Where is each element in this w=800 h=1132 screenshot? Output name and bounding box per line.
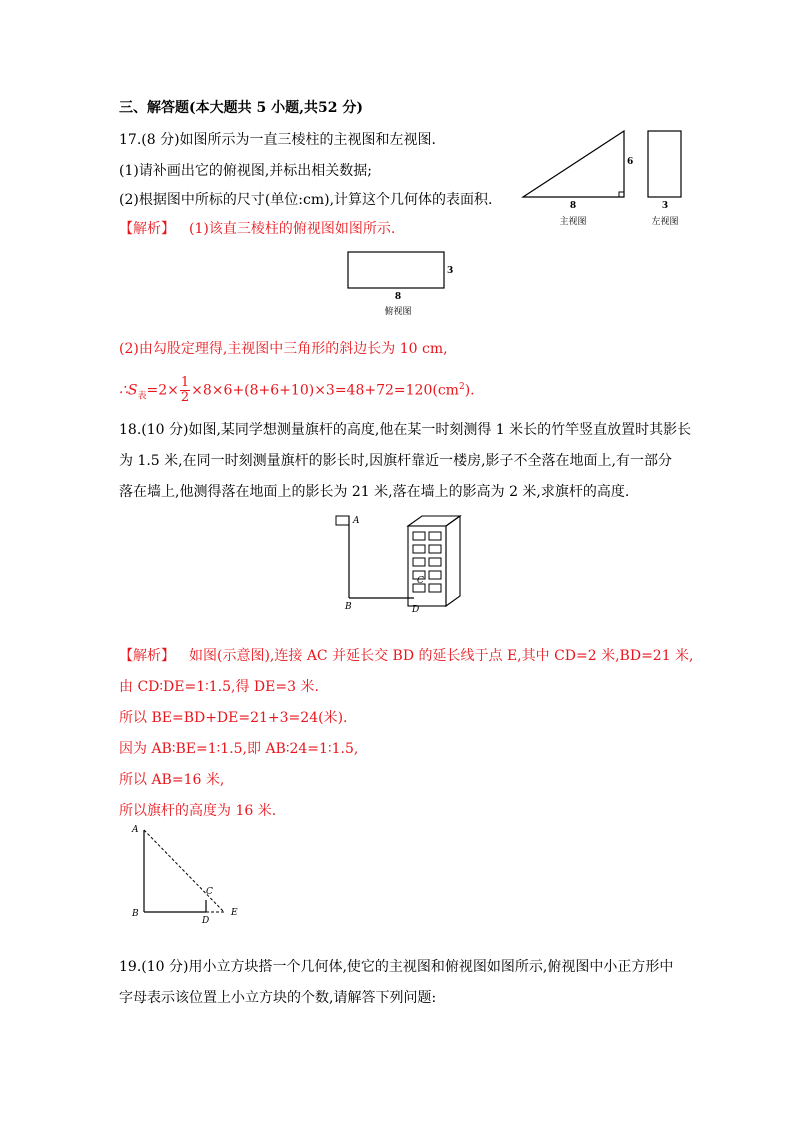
fraction-half — [180, 376, 190, 405]
side-view-caption: 左视图 — [651, 217, 679, 227]
diagram-label-e: E — [231, 908, 238, 918]
formula-prefix: ∴S — [119, 382, 138, 399]
q17-part2: (2)根据图中所标的尺寸(单位:cm),计算这个几何体的表面积. — [119, 192, 493, 208]
q18-answer1 — [119, 646, 694, 666]
q18-answer-tag: 【解析】 — [119, 648, 175, 664]
q18-flagpole-figure — [328, 508, 478, 618]
diagram-label-b: B — [132, 909, 139, 919]
q18-solution-diagram — [128, 820, 253, 925]
q19-line1: 19.(10 分)用小立方块搭一个几何体,使它的主视图和俯视图如图所示,俯视图中小正方形中 — [119, 959, 674, 975]
front-view-height: 6 — [627, 157, 634, 167]
side-view-width: 3 — [661, 201, 669, 211]
section-title: 三、解答题(本大题共 5 小题,共52 分) — [119, 100, 363, 116]
diagram-label-c: C — [206, 887, 213, 897]
label-d: D — [412, 605, 420, 615]
fraction-numerator: 1 — [180, 375, 190, 391]
q17-answer2: (2)由勾股定理得,主视图中三角形的斜边长为 10 cm, — [119, 341, 448, 357]
label-b: B — [345, 602, 352, 612]
q18-answer2: 由 CD∶DE=1∶1.5,得 DE=3 米. — [119, 679, 319, 695]
formula-subscript: 表 — [137, 391, 147, 402]
front-view-triangle — [523, 131, 624, 197]
segment-ae-dashed — [144, 830, 224, 912]
label-a: A — [353, 516, 360, 526]
q17-answer-tag: 【解析】 — [119, 221, 175, 237]
q17-part1: (1)请补画出它的俯视图,并标出相关数据; — [119, 163, 372, 179]
diagram-label-a: A — [132, 825, 139, 835]
q18-line1: 18.(10 分)如图,某同学想测量旗杆的高度,他在某一时刻测得 1 米长的竹竿竖直放置时其影长 — [119, 422, 692, 438]
formula-suffix: ×8×6+(8+6+10)×3=48+72=120(cm — [191, 382, 459, 399]
q19-line2: 字母表示该位置上小立方块的个数,请解答下列问题: — [119, 990, 437, 1006]
front-view-caption: 主视图 — [559, 217, 587, 227]
q17-stem: 17.(8 分)如图所示为一直三棱柱的主视图和左视图. — [119, 132, 436, 148]
formula-end: ). — [464, 382, 475, 399]
q17-views-figure — [515, 125, 695, 235]
side-view-rect — [648, 131, 681, 197]
label-c: C — [417, 576, 424, 586]
q17-formula — [119, 372, 475, 411]
formula-superscript: 2 — [458, 382, 465, 392]
front-view-base: 8 — [569, 201, 577, 211]
q18-answer4: 因为 AB∶BE=1∶1.5,即 AB∶24=1∶1.5, — [119, 741, 359, 757]
flag-icon — [336, 516, 349, 525]
q17-answer1 — [119, 219, 395, 239]
top-view-length: 8 — [394, 292, 402, 302]
q17-answer1-text: (1)该直三棱柱的俯视图如图所示. — [189, 221, 396, 237]
top-view-caption: 俯视图 — [384, 307, 412, 317]
formula-mid: =2× — [146, 382, 179, 399]
q18-line2: 为 1.5 米,在同一时刻测量旗杆的影长时,因旗杆靠近一楼房,影子不全落在地面上,有一部分 — [119, 453, 672, 469]
fraction-denominator: 2 — [180, 390, 190, 406]
top-view-width: 3 — [447, 266, 454, 276]
q18-answer6: 所以旗杆的高度为 16 米. — [119, 803, 277, 819]
q18-answer5: 所以 AB=16 米, — [119, 772, 225, 788]
building-side — [446, 516, 460, 606]
q17-top-view-figure — [340, 248, 470, 323]
diagram-label-d: D — [202, 916, 210, 925]
right-angle-mark — [619, 192, 624, 197]
q18-answer1-text: 如图(示意图),连接 AC 并延长交 BD 的延长线于点 E,其中 CD=2 米,BD=21 米, — [189, 648, 694, 664]
q18-answer3: 所以 BE=BD+DE=21+3=24(米). — [119, 710, 348, 726]
top-view-rect — [348, 252, 444, 288]
q18-line3: 落在墙上,他测得落在地面上的影长为 21 米,落在墙上的影高为 2 米,求旗杆的高度. — [119, 484, 630, 500]
